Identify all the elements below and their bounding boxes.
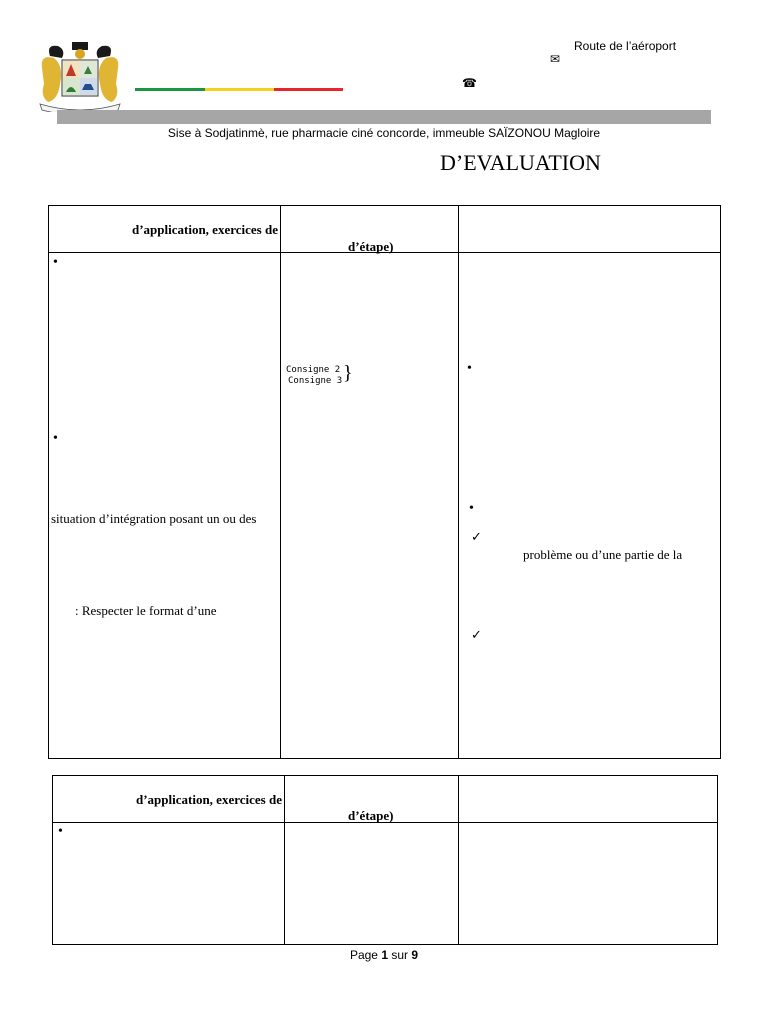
table1-header-col2-text: d’étape)	[348, 239, 394, 254]
flag-line-red	[274, 88, 343, 91]
table1-body-col2	[281, 253, 459, 759]
check-icon: ✓	[471, 627, 482, 642]
table2-header-col1-text: d’application, exercices de	[136, 792, 282, 807]
page-number	[0, 948, 768, 962]
page-title: D’EVALUATION	[440, 150, 601, 175]
route-text: Route de l’aéroport	[574, 39, 677, 53]
header-divider-bar	[57, 110, 711, 124]
table2-header-col3	[459, 776, 718, 823]
table1-col3-line1: problème ou d’une partie de la	[523, 547, 683, 562]
table1-header-col1	[49, 206, 281, 253]
table2-header-col2-text: d’étape)	[348, 808, 394, 823]
table1-body-col1	[49, 253, 281, 759]
table1-body-col3	[459, 253, 721, 759]
table2-body-col2	[285, 823, 459, 945]
table2-header-col2	[285, 776, 459, 823]
table1-header-col2	[281, 206, 459, 253]
check-icon: ✓	[471, 529, 482, 544]
bullet-icon: •	[469, 501, 474, 516]
table2-body-col1	[53, 823, 285, 945]
consigne-3-label: Consigne 3	[288, 376, 343, 386]
brace-icon: }	[343, 362, 353, 384]
table1-col1-line2: : Respecter le format d’une	[75, 603, 217, 618]
table1-header-col3	[459, 206, 721, 253]
page-total: 9	[411, 948, 419, 962]
evaluation-table-1	[48, 205, 721, 759]
phone-icon: ☎	[462, 76, 477, 90]
coat-of-arms-emblem	[36, 40, 124, 112]
bullet-icon: •	[467, 361, 472, 376]
table1-col1-line1: situation d’intégration posant un ou des	[51, 511, 257, 526]
bullet-icon: •	[53, 255, 58, 270]
evaluation-table-2	[52, 775, 718, 945]
table2-header-col1	[53, 776, 285, 823]
flag-line-yellow	[205, 88, 274, 91]
address-line: Sise à Sodjatinmè, rue pharmacie ciné concorde, immeuble SAÏZONOU Magloire	[167, 126, 601, 140]
consigne-2-label: Consigne 2	[286, 365, 341, 375]
mail-icon: ✉	[550, 52, 561, 66]
flag-line-green	[135, 88, 205, 91]
bullet-icon: •	[53, 431, 58, 446]
table1-header-col1-text: d’application, exercices de	[132, 222, 278, 237]
bullet-icon: •	[58, 824, 63, 839]
table2-body-col3	[459, 823, 718, 945]
page-current: 1	[381, 948, 388, 962]
page-mid: sur	[388, 948, 412, 962]
page-prefix: Page	[349, 948, 382, 962]
